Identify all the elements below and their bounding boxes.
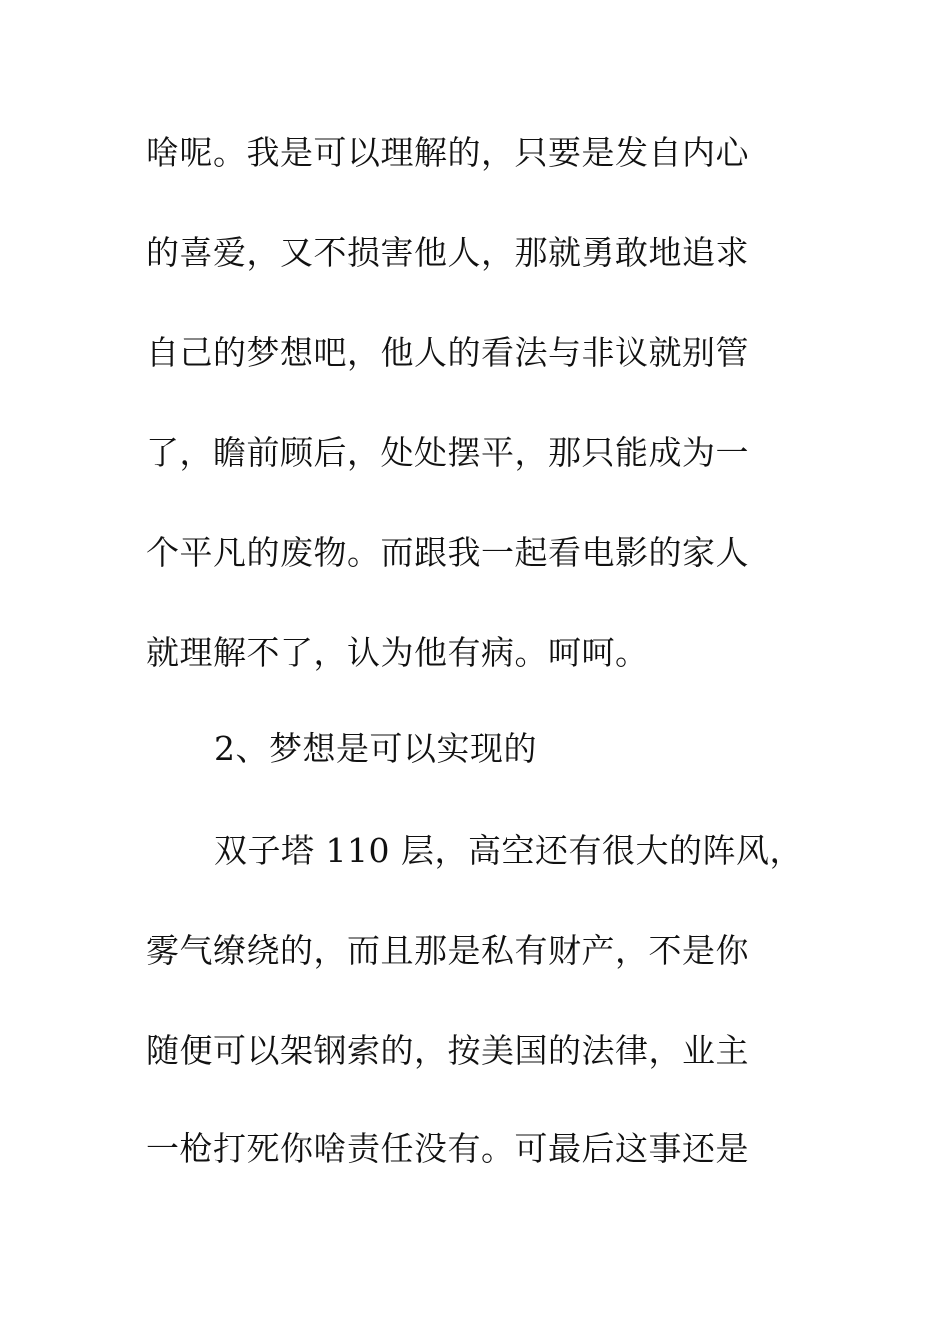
section-heading: 2、梦想是可以实现的 [214, 729, 537, 768]
paragraph-line: 的喜爱，又不损害他人，那就勇敢地追求 [146, 233, 749, 272]
paragraph-line: 就理解不了，认为他有病。呵呵。 [146, 633, 649, 672]
paragraph-line: 个平凡的废物。而跟我一起看电影的家人 [146, 533, 749, 572]
paragraph-line: 双子塔 110 层，高空还有很大的阵风， [214, 831, 803, 870]
paragraph-line: 一枪打死你啥责任没有。可最后这事还是 [146, 1129, 749, 1168]
paragraph-line: 自己的梦想吧，他人的看法与非议就别管 [146, 333, 749, 372]
paragraph-line: 啥呢。我是可以理解的，只要是发自内心 [146, 133, 749, 172]
paragraph-line: 随便可以架钢索的，按美国的法律，业主 [146, 1031, 749, 1070]
paragraph-line: 雾气缭绕的，而且那是私有财产，不是你 [146, 931, 749, 970]
paragraph-line: 了，瞻前顾后，处处摆平，那只能成为一 [146, 433, 749, 472]
